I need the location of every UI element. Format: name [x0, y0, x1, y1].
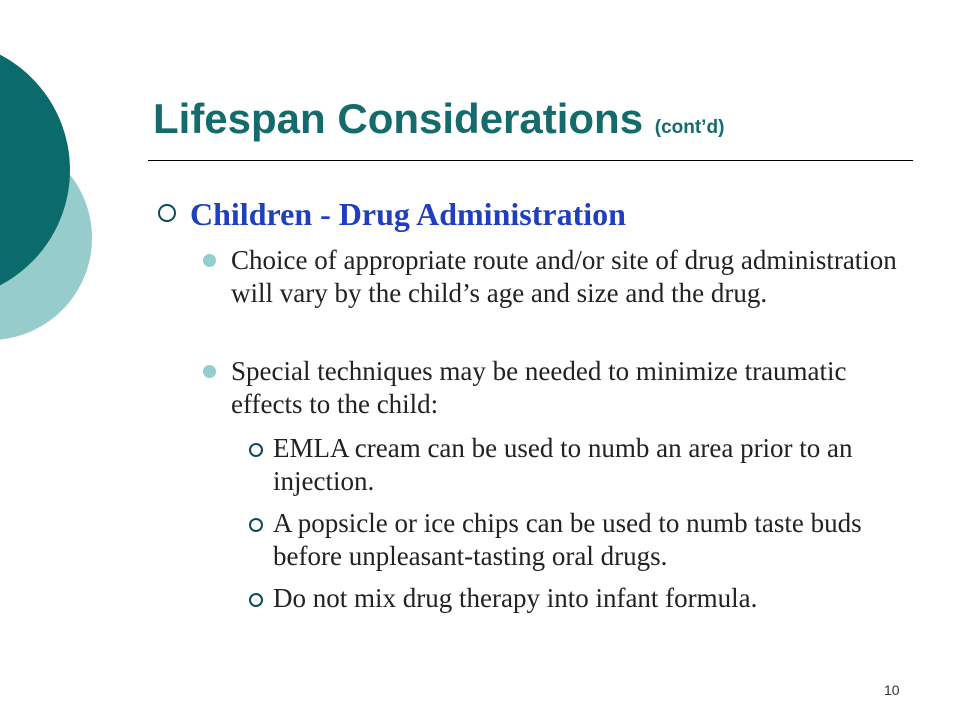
bullet-item: Special techniques may be needed to minimize traumatic effects to the child:: [231, 356, 847, 419]
circle-bullet-icon: [249, 443, 263, 457]
sub-bullet-item: Do not mix drug therapy into infant formula.: [273, 583, 758, 613]
circle-bullet-icon: [249, 593, 263, 607]
sub-bullet-item: A popsicle or ice chips can be used to numb taste buds before unpleasant-tasting oral drugs.: [273, 508, 862, 571]
title-main: Lifespan Considerations: [153, 95, 644, 142]
slide-title: [153, 96, 724, 142]
section-heading: Children - Drug Administration: [190, 196, 626, 232]
circle-bullet-icon: [158, 204, 176, 222]
page-number: 10: [884, 682, 900, 698]
title-divider: [148, 160, 913, 161]
dot-bullet-icon: [203, 365, 216, 378]
decorative-circles: [0, 0, 120, 400]
bullet-item: Choice of appropriate route and/or site of drug administration will vary by the child’s age and size and the drug.: [231, 245, 897, 308]
title-suffix: (cont’d): [654, 117, 725, 138]
circle-bullet-icon: [249, 518, 263, 532]
dot-bullet-icon: [203, 254, 216, 267]
sub-bullet-item: EMLA cream can be used to numb an area prior to an injection.: [273, 433, 853, 496]
